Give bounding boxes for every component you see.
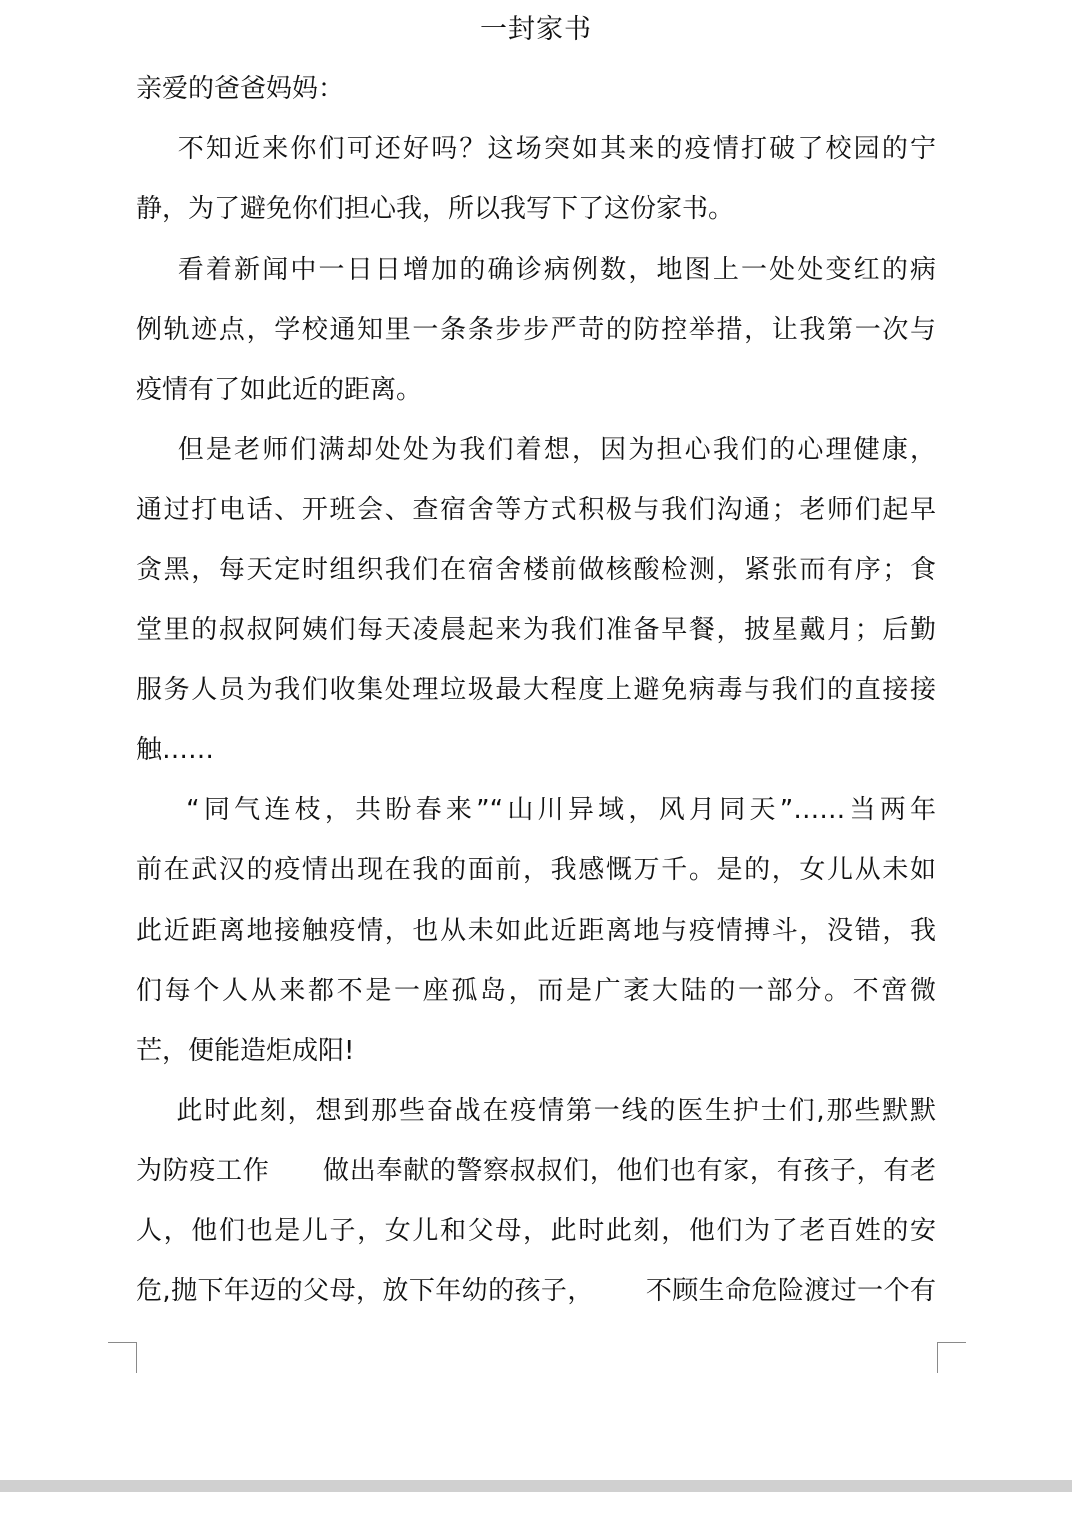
body-line: 触……: [136, 735, 215, 765]
body-line: “同气连枝，共盼春来”“山川异域，风月同天”……当两年: [136, 795, 936, 825]
page-separator: [0, 1480, 1072, 1492]
body-line: 人，他们也是儿子，女儿和父母，此时此刻，他们为了老百姓的安: [136, 1216, 936, 1246]
next-page-edge: [0, 1492, 1072, 1531]
document-title: 一封家书: [480, 14, 592, 45]
body-line: 此近距离地接触疫情，也从未如此近距离地与疫情搏斗，没错，我: [136, 916, 936, 946]
body-line: 静，为了避免你们担心我，所以我写下了这份家书。: [136, 194, 735, 224]
page-margin-corner-mark: [108, 1342, 137, 1373]
salutation-line: 亲爱的爸爸妈妈：: [136, 74, 345, 104]
page-margin-corner-mark: [937, 1342, 966, 1373]
body-line: 危,抛下年迈的父母，放下年幼的孩子， 不顾生命危险渡过一个有: [136, 1276, 936, 1306]
body-line: 堂里的叔叔阿姨们每天凌晨起来为我们准备早餐，披星戴月；后勤: [136, 615, 936, 645]
body-line: 不知近来你们可还好吗？这场突如其来的疫情打破了校园的宁: [136, 134, 936, 164]
body-line: 前在武汉的疫情出现在我的面前，我感慨万千。是的，女儿从未如: [136, 855, 936, 885]
body-line: 例轨迹点，学校通知里一条条步步严苛的防控举措，让我第一次与: [136, 315, 936, 345]
body-line: 芒，便能造炬成阳!: [136, 1036, 355, 1066]
body-line: 通过打电话、开班会、查宿舍等方式积极与我们沟通；老师们起早: [136, 495, 936, 525]
body-line: 疫情有了如此近的距离。: [136, 375, 423, 405]
body-line: 贪黑，每天定时组织我们在宿舍楼前做核酸检测，紧张而有序；食: [136, 555, 936, 585]
body-line: 们每个人从来都不是一座孤岛，而是广袤大陆的一部分。不啻微: [136, 976, 936, 1006]
body-line: 服务人员为我们收集处理垃圾最大程度上避免病毒与我们的直接接: [136, 675, 936, 705]
body-line: 为防疫工作 做出奉献的警察叔叔们，他们也有家，有孩子，有老: [136, 1156, 936, 1186]
body-line: 此时此刻，想到那些奋战在疫情第一线的医生护士们,那些默默: [136, 1096, 936, 1126]
body-line: 看着新闻中一日日增加的确诊病例数，地图上一处处变红的病: [136, 255, 936, 285]
body-line: 但是老师们满却处处为我们着想，因为担心我们的心理健康，: [136, 435, 936, 465]
